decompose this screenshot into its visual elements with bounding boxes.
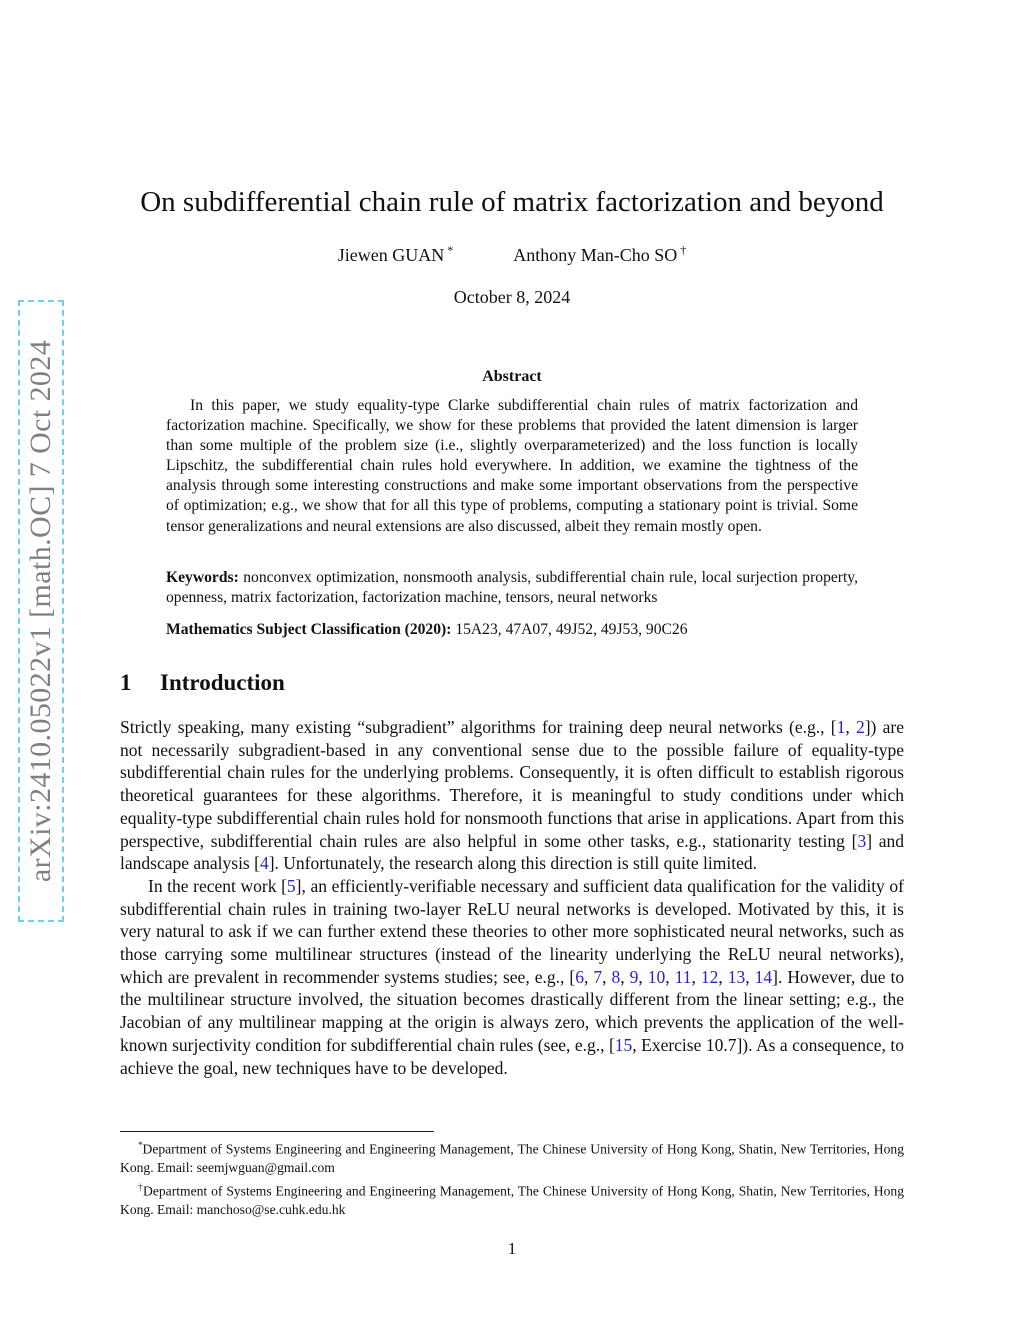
citation-link[interactable]: 4 [259,853,269,874]
paper-date: October 8, 2024 [453,287,571,307]
msc-label: Mathematics Subject Classification (2020): [166,621,452,638]
section-title: Introduction [160,670,285,695]
msc-classification [166,620,858,640]
footnote-2 [120,1178,904,1220]
citation-link[interactable]: 12 [700,966,719,987]
citation-link[interactable]: 3 [857,830,867,851]
keywords-text: nonconvex optimization, nonsmooth analysis, subdifferential chain rule, local surjection property, openness, matrix factorization, factorization machine, tensors, neural networks [166,569,858,607]
author-2 [513,243,686,266]
author-mark[interactable]: * [447,243,454,257]
citation-link[interactable]: 11 [674,966,692,987]
paragraph-2: In the recent work [5], an efficiently-verifiable necessary and sufficient data qualification for the validity of subdifferential chain rules in training two-layer ReLU neural networks is developed. Motivated by this, it is very natural to ask if we can further extend these theories to other more sophisticated neural networks, such as those carrying some multilinear structures (instead of the linearity underlying the ReLU neural networks), which are prevalent in recommender systems studies; see, e.g., [6, 7, 8, 9, 10, 11, 12, 13, 14]. However, due to the multilinear structure involved, the situation becomes drastically different from the linear setting; e.g., the Jacobian of any multilinear mapping at the origin is always zero, which prevents the application of the well-known surjectivity condition for subdifferential chain rules (see, e.g., [15, Exercise 10.7]). As a consequence, to achieve the goal, new techniques have to be developed. [120,875,905,1078]
citation-link[interactable]: 7 [593,966,603,987]
page-number: 1 [507,1239,517,1258]
footnote-1 [120,1136,904,1178]
footnote-divider [120,1131,434,1132]
author-mark[interactable]: † [680,243,687,257]
citation-link[interactable]: 15 [614,1034,633,1055]
footnote-mark: † [138,1181,144,1192]
arxiv-stamp[interactable] [18,300,64,922]
abstract-text: In this paper, we study equality-type Clarke subdifferential chain rules of matrix factorization and factorization machine. Specifically, we show for these problems that provided the latent dimension is larger than some multiple of the problem size (i.e., slightly overparameterized) and the loss function is locally Lipschitz, the subdifferential chain rules hold everywhere. In addition, we examine the tightness of the analysis through some interesting constructions and make some important observations from the perspective of optimization; e.g., we show that for all this type of problems, computing a stationary point is trivial. Some tensor generalizations and neural extensions are also discussed, albeit they remain mostly open. [166,397,858,535]
citation-link[interactable]: 8 [611,966,621,987]
author-name: Anthony Man-Cho SO [513,245,678,265]
footnote-text: Department of Systems Engineering and Engineering Management, The Chinese University of Hong Kong, Shatin, New Territories, Hong Kong. Email: manchoso@se.cuhk.edu.hk [120,1183,905,1217]
author-1 [338,243,453,266]
citation-link[interactable]: 9 [629,966,639,987]
citation-link[interactable]: 13 [727,966,746,987]
keywords [166,568,858,608]
paragraph-1: Strictly speaking, many existing “subgradient” algorithms for training deep neural networks (e.g., [1, 2]) are not necessarily subgradient-based in any conventional sense due to the possible failure of equality-type subdifferential chain rules for the underlying problems. Consequently, it is often difficult to establish rigorous theoretical guarantees for these algorithms. Therefore, it is meaningful to study conditions under which equality-type subdifferential chain rules hold for nonsmooth functions that arise in applications. Apart from this perspective, subdifferential chain rules are also helpful in some other tasks, e.g., stationarity testing [3] and landscape analysis [4]. Unfortunately, the research along this direction is still quite limited. [120,717,904,874]
section-number: 1 [120,670,132,695]
citation-link[interactable]: 10 [647,966,666,987]
abstract-heading: Abstract [482,368,542,385]
citation-link[interactable]: 14 [754,966,773,987]
citation-link[interactable]: 2 [855,717,865,737]
footnote-mark: * [138,1140,143,1150]
citation-link[interactable]: 6 [575,966,584,987]
footnote-text: Department of Systems Engineering and Engineering Management, The Chinese University of Hong Kong, Shatin, New Territories, Hong Kong. Email: seemjwguan@gmail.com [120,1141,904,1176]
author-name: Jiewen GUAN [337,245,445,265]
arxiv-id[interactable]: arXiv:2410.05022v1 [math.OC] 7 Oct 2024 [24,339,57,883]
footnotes [120,1136,904,1219]
introduction-body [120,716,904,1079]
citation-link[interactable]: 1 [836,717,846,737]
author-list [0,243,1024,266]
keywords-label: Keywords: [166,569,239,586]
msc-codes: 15A23, 47A07, 49J52, 49J53, 90C26 [455,621,688,638]
paper-title: On subdifferential chain rule of matrix factorization and beyond [140,186,884,218]
citation-link[interactable]: 5 [286,875,296,896]
section-heading [120,670,285,696]
